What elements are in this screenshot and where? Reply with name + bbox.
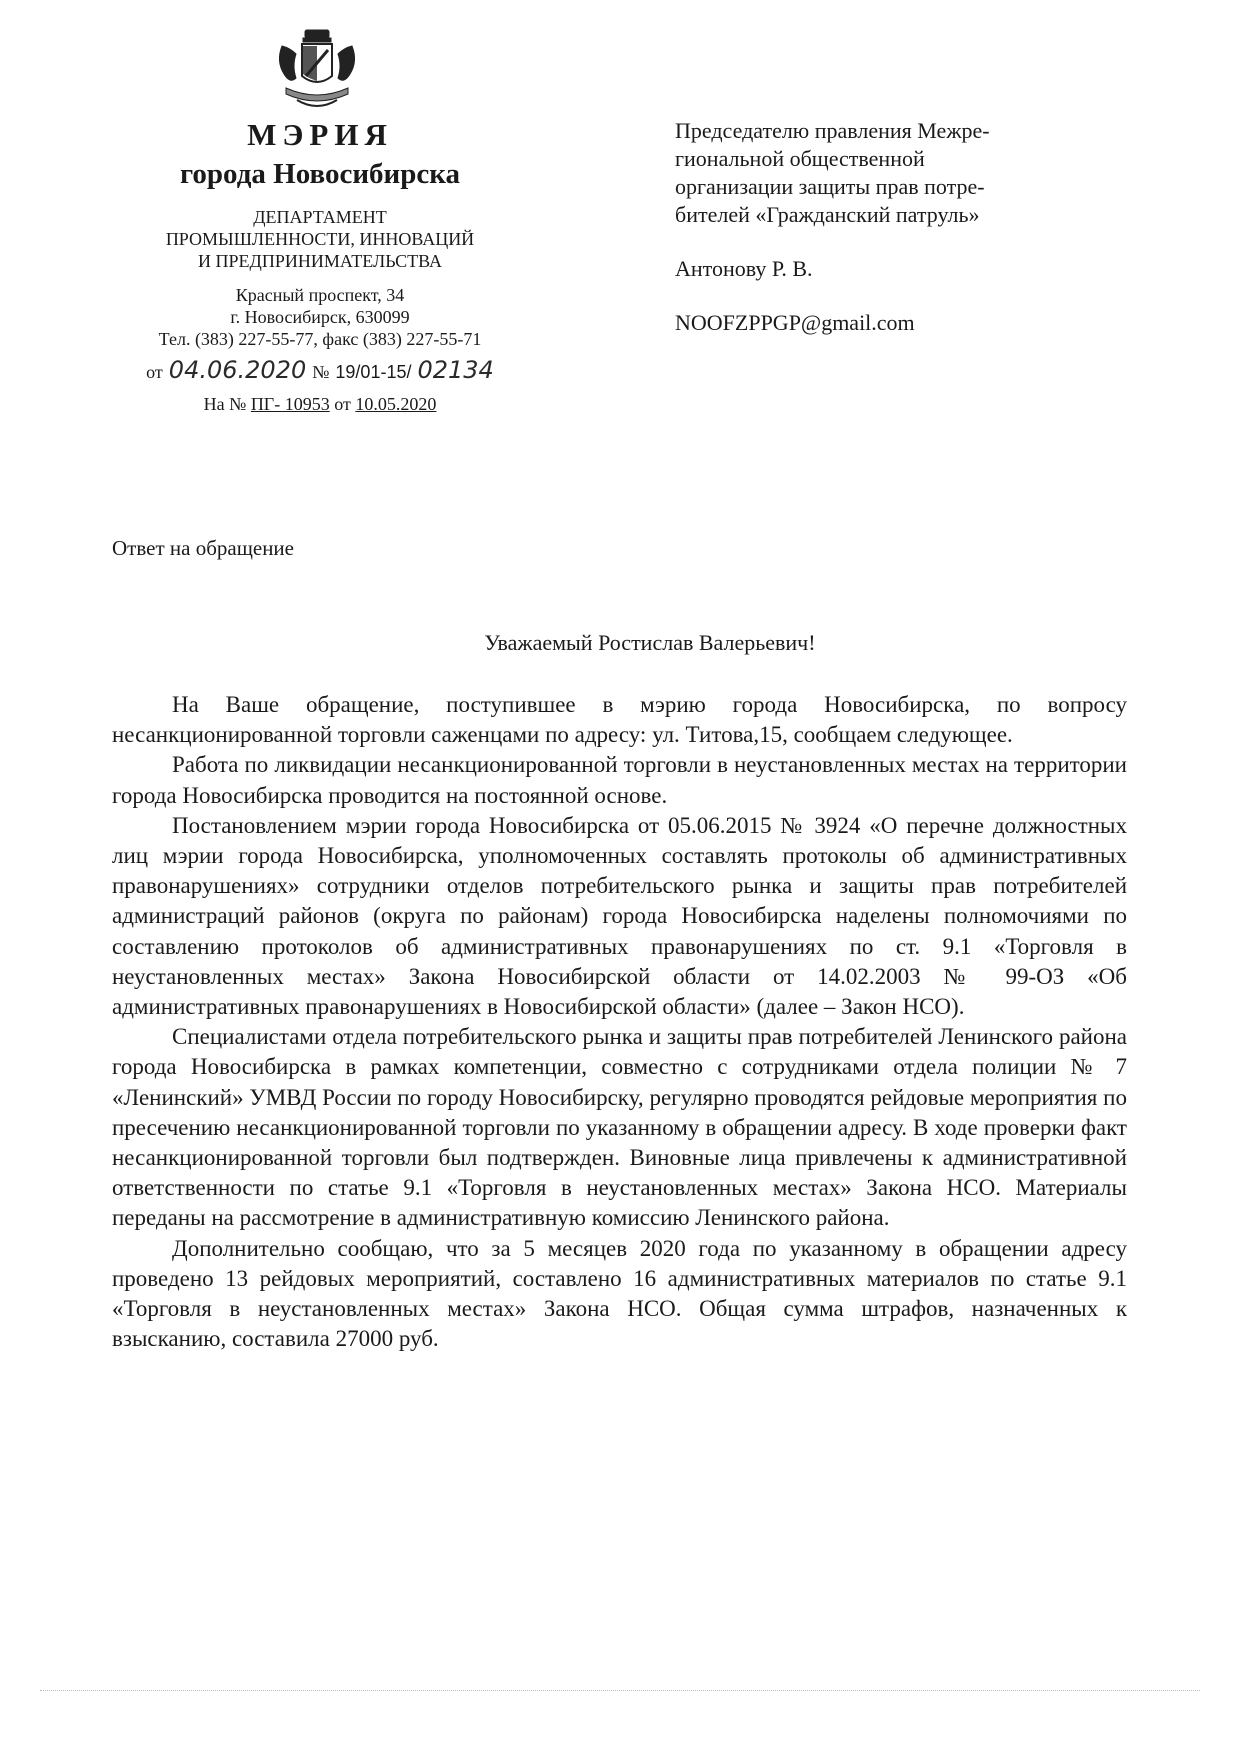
paragraph: Постановлением мэрии города Новосибирска от 05.06.2015 № 3924 «О перечне должностных лиц мэрии города Новосибирска, уполномоченных составлять протоколы об административных правонарушениях» сотрудники отделов потребительского рынка и защиты прав потребителей администраций районов (округа по районам) города Новосибирска наделены полномочиями по составлению протоколов об административных правонарушениях по ст. 9.1 «Торговля в неустановленных местах» Закона Новосибирской области от 14.02.2003 № 99-ОЗ «Об административных правонарушениях в Новосибирской области» (далее – Закон НСО). [112,812,1127,1020]
letterhead [100,118,540,415]
reference-number: ПГ- 10953 [250,394,330,414]
scan-artifact-divider [40,1690,1200,1691]
organization-city: города Новосибирска [179,158,461,190]
department-name: ДЕПАРТАМЕНТ ПРОМЫШЛЕННОСТИ, ИННОВАЦИЙ И ПРЕДПРИНИМАТЕЛЬСТВА [165,207,475,271]
reference-date: 10.05.2020 [355,394,437,414]
paragraph: На Ваше обращение, поступившее в мэрию города Новосибирска, по вопросу несанкционированной торговли саженцами по адресу: ул. Титова,15, сообщаем следующее. [112,692,1127,748]
salutation: Уважаемый Ростислав Валерьевич! [484,630,816,655]
letter-body [112,690,1127,1354]
reference-line: На № ПГ- 10953 от 10.05.2020 [203,394,437,414]
coat-of-arms-icon [272,26,362,116]
addressee-block: Председателю правления Межре- гиональной общественной организации защиты прав потре- бителей «Гражданский патруль» Антонову Р. В. NOOFZPPGP@gmail.com [675,117,1115,337]
paragraph: Работа по ликвидации несанкционированной торговли в неустановленных местах на территории города Новосибирска проводится на постоянной основе. [112,752,1127,808]
organization-title: МЭРИЯ [247,117,393,152]
registration-line: от 04.06.2020 № 19/01-15/ 02134 [146,356,494,384]
addressee-email: NOOFZPPGP@gmail.com [675,310,915,335]
department-address: Красный проспект, 34 г. Новосибирск, 630099 Тел. (383) 227-55-77, факс (383) 227-55-71 [158,285,482,349]
letter-subject: Ответ на обращение [112,536,294,560]
addressee-name: Антонову Р. В. [675,256,813,281]
registration-number-handwritten: 02134 [417,356,494,384]
paragraph: Специалистами отдела потребительского рынка и защиты прав потребителей Ленинского района города Новосибирска в рамках компетенции, совместно с сотрудниками отдела полиции № 7 «Ленинский» УМВД России по городу Новосибирску, регулярно проводятся рейдовые мероприятия по пресечению несанкционированной торговли по указанному в обращении адресу. В ходе проверки факт несанкционированной торговли был подтвержден. Виновные лица привлечены к административной ответственности по статье 9.1 «Торговля в неустановленных местах» Закона НСО. Материалы переданы на рассмотрение в административную комиссию Ленинского района. [112,1024,1127,1231]
registration-date: 04.06.2020 [168,356,307,384]
registration-number: 19/01-15/ [335,362,412,382]
paragraph: Дополнительно сообщаю, что за 5 месяцев 2020 года по указанному в обращении адресу проведено 13 рейдовых мероприятий, составлено 16 административных материалов по статье 9.1 «Торговля в неустановленных местах» Закона НСО. Общая сумма штрафов, назначенных к взысканию, составила 27000 руб. [112,1235,1127,1352]
